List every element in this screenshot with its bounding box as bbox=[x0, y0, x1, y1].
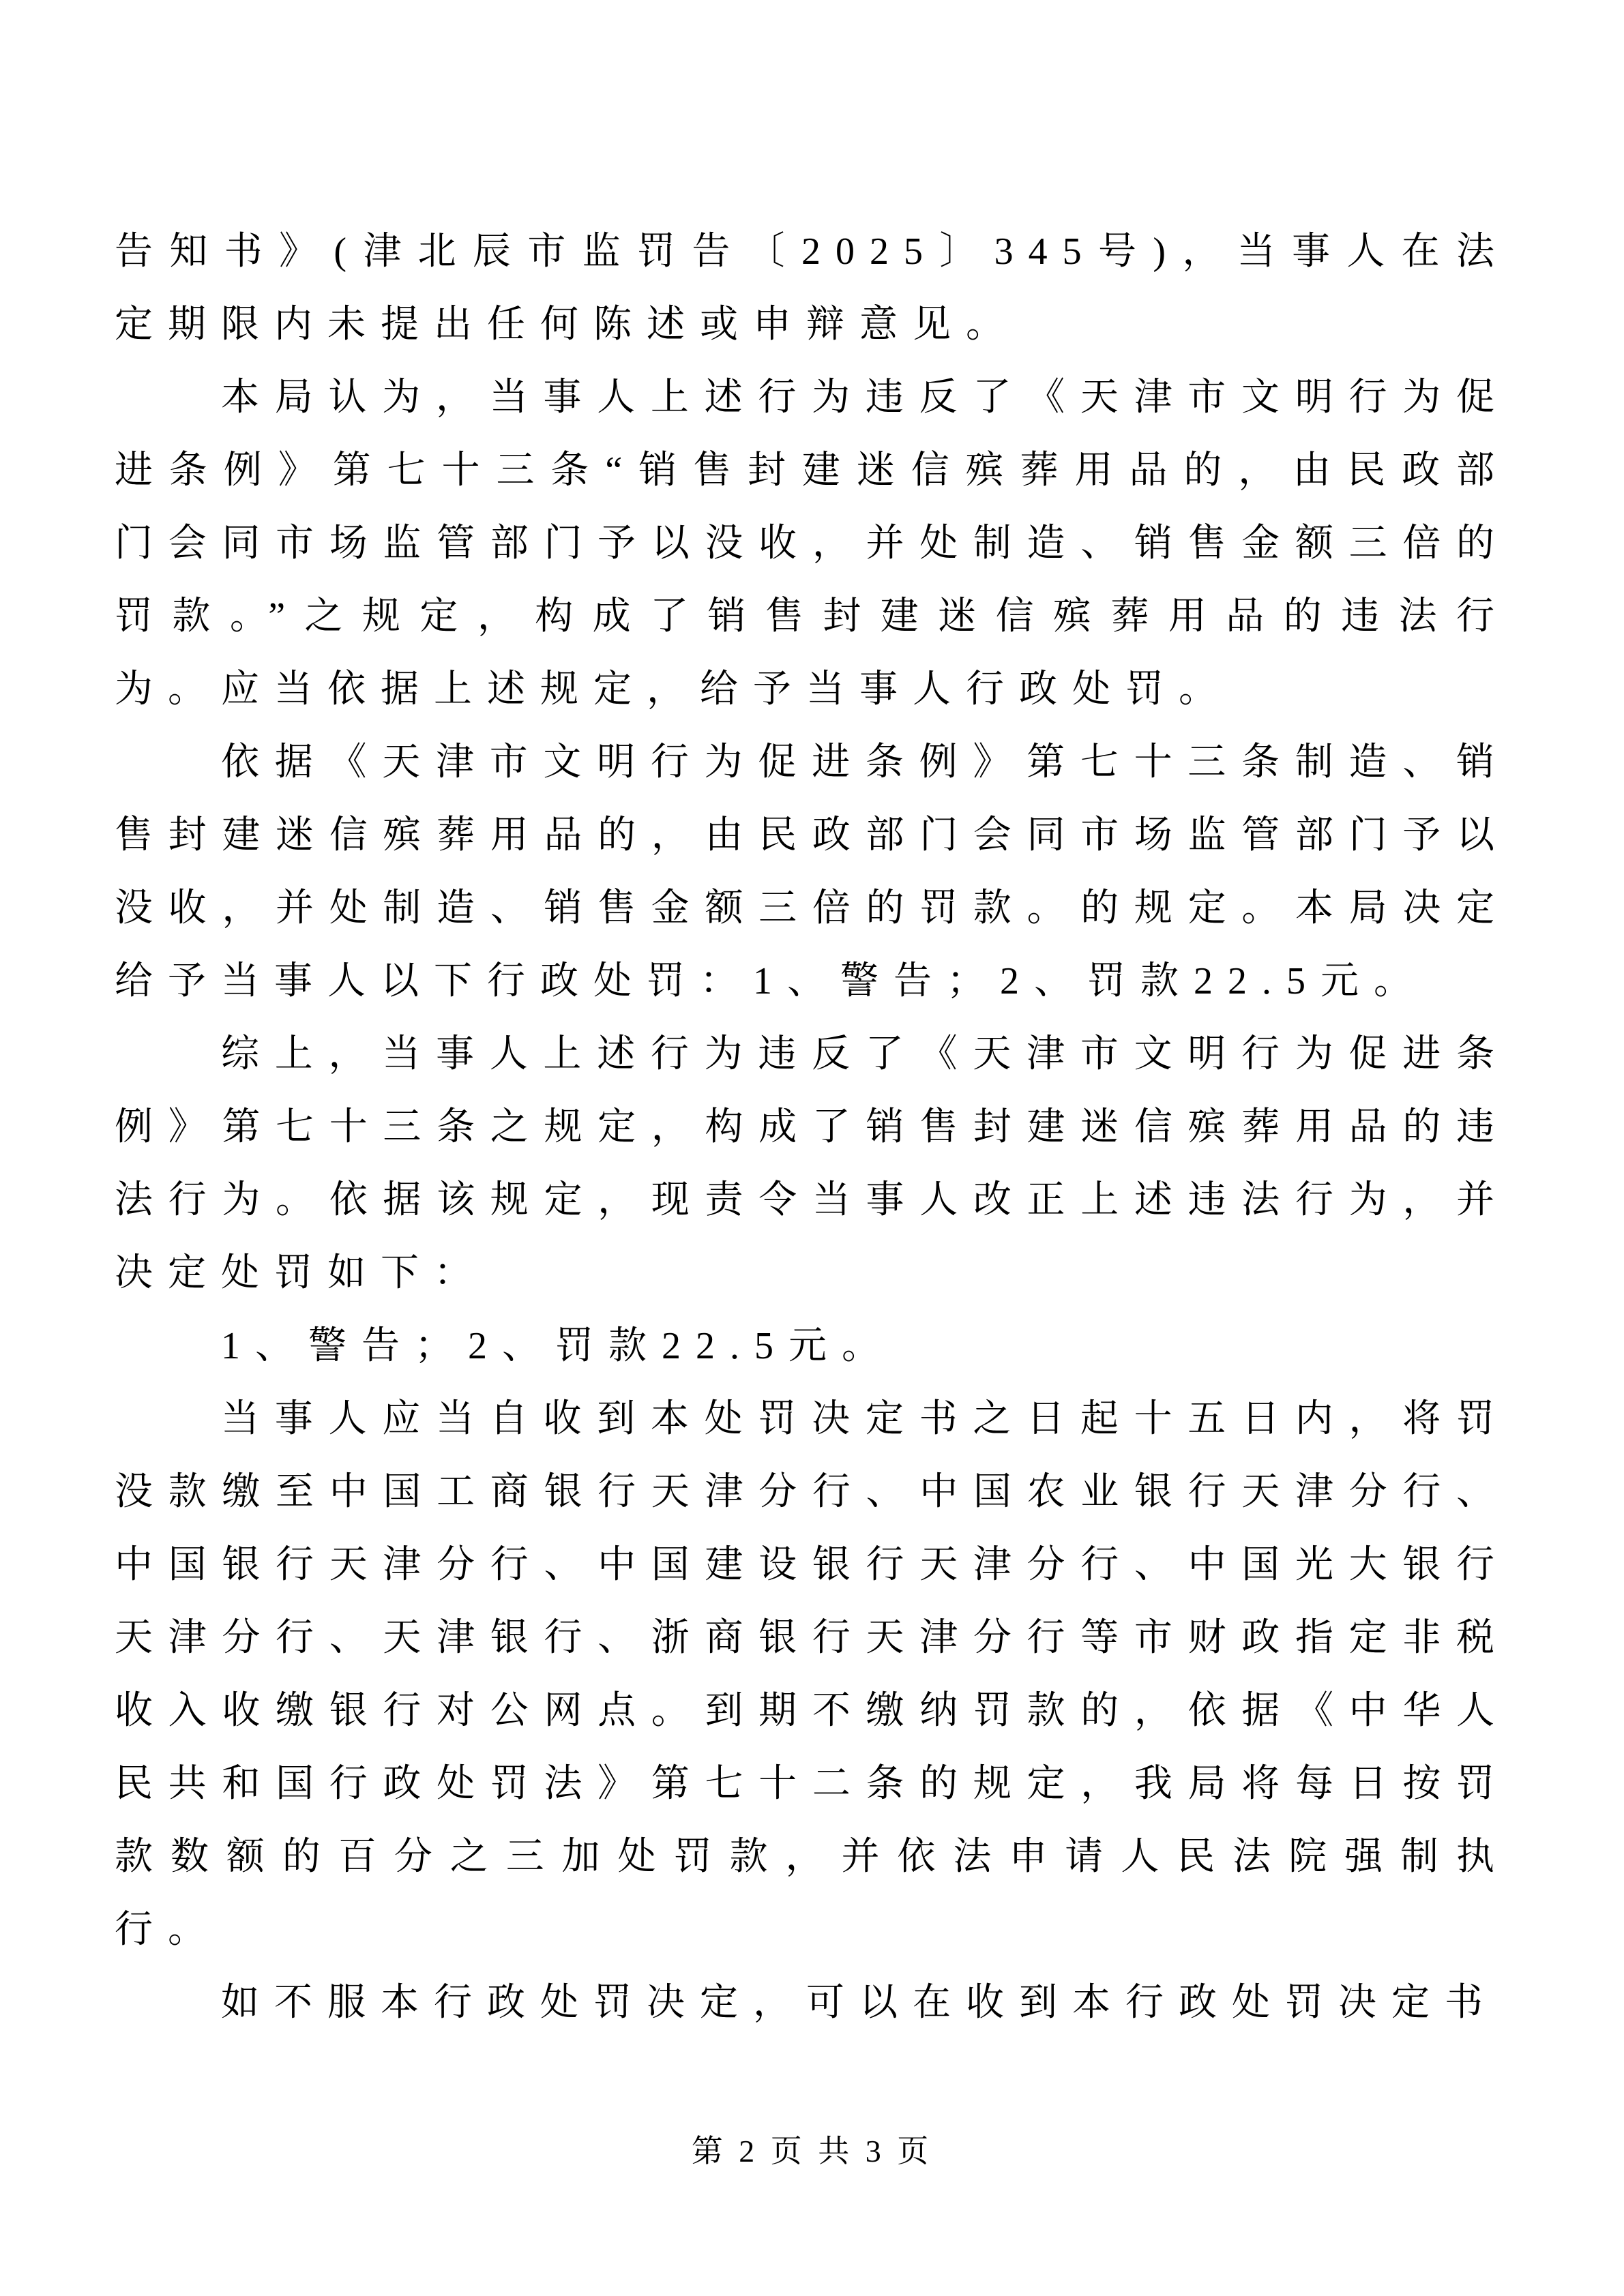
paragraph: 告知书》(津北辰市监罚告〔2025〕345号)，当事人在法定期限内未提出任何陈述或申辩意见。 bbox=[115, 230, 1509, 346]
paragraph: 当事人应当自收到本处罚决定书之日起十五日内，将罚没款缴至中国工商银行天津分行、中国农业银行天津分行、中国银行天津分行、中国建设银行天津分行、中国光大银行天津分行、天津银行、浙商银行天津分行等市财政指定非税收入收缴银行对公网点。到期不缴纳罚款的，依据《中华人民共和国行政处罚法》第七十二条的规定，我局将每日按罚款数额的百分之三加处罚款，并依法申请人民法院强制执行。 bbox=[115, 1398, 1509, 1951]
page-footer: 第 2 页 共 3 页 bbox=[691, 2134, 933, 2168]
paragraph: 1、警告；2、罚款22.5元。 bbox=[221, 1325, 895, 1367]
paragraph: 依据《天津市文明行为促进条例》第七十三条制造、销售封建迷信殡葬用品的，由民政部门会同市场监管部门予以没收，并处制造、销售金额三倍的罚款。的规定。本局决定给予当事人以下行政处罚：1、警告；2、罚款22.5元。 bbox=[115, 741, 1509, 1002]
paragraph: 本局认为，当事人上述行为违反了《天津市文明行为促进条例》第七十三条“销售封建迷信殡葬用品的，由民政部门会同市场监管部门予以没收，并处制造、销售金额三倍的罚款。”之规定，构成了销售封建迷信殡葬用品的违法行为。应当依据上述规定，给予当事人行政处罚。 bbox=[115, 376, 1509, 711]
document-body bbox=[115, 215, 1509, 2040]
paragraph: 综上，当事人上述行为违反了《天津市文明行为促进条例》第七十三条之规定，构成了销售封建迷信殡葬用品的违法行为。依据该规定，现责令当事人改正上述违法行为，并决定处罚如下： bbox=[115, 1033, 1509, 1294]
paragraph: 如不服本行政处罚决定，可以在收到本行政处罚决定书 bbox=[221, 1982, 1498, 2024]
